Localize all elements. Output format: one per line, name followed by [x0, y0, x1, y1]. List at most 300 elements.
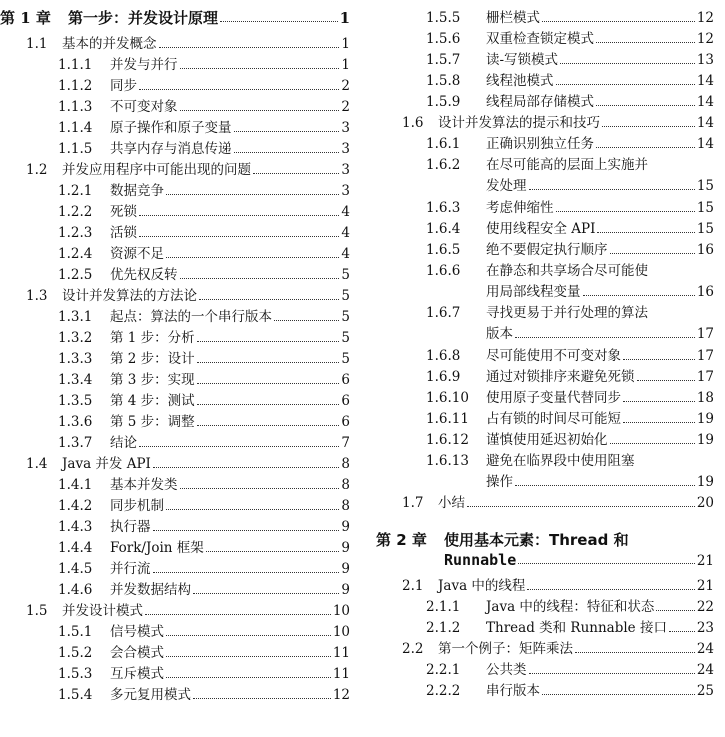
page-number: 19 [696, 410, 714, 427]
entry-title: Fork/Join 框架 [110, 540, 204, 556]
entry-number: 2.2.1 [426, 662, 461, 678]
subsection-entry[interactable] [0, 371, 350, 389]
leader-dots [518, 563, 695, 564]
entry-number: 1.4.4 [58, 540, 93, 556]
entry-title: 栅栏模式 [486, 10, 540, 26]
entry-number: 1.6.4 [426, 220, 461, 237]
entry-title: 优先权反转 [110, 267, 178, 283]
leader-dots [583, 295, 695, 296]
subsection-entry[interactable] [0, 476, 350, 494]
entry-number: 1.2.3 [58, 225, 93, 241]
page-number: 15 [696, 199, 714, 216]
entry-title: Java 中的线程：特征和状态 [486, 599, 655, 615]
entry-title: 在尽可能高的层面上实施并 [486, 157, 648, 173]
page-number: 11 [332, 666, 350, 682]
page-number: 24 [696, 641, 714, 657]
entry-title: 线程池模式 [486, 73, 554, 89]
leader-dots [596, 42, 695, 43]
subsection-entry[interactable] [376, 389, 714, 407]
subsection-entry[interactable] [0, 434, 350, 452]
leader-dots [596, 147, 695, 148]
leader-dots [602, 126, 695, 127]
entry-title: 并发与并行 [110, 57, 178, 73]
entry-title: 第 3 步：实现 [110, 372, 195, 388]
entry-title: 正确识别独立任务 [486, 136, 594, 152]
leader-dots [556, 211, 695, 212]
section-entry[interactable] [0, 602, 350, 620]
leader-dots [139, 215, 339, 216]
subsection-entry[interactable] [376, 410, 714, 428]
chapter-entry[interactable] [0, 9, 350, 27]
entry-title: 基本并发类 [110, 477, 178, 493]
entry-title: 绝不要假定执行顺序 [486, 241, 608, 258]
subsection-entry[interactable] [376, 220, 714, 238]
entry-title: 小结 [438, 495, 465, 511]
entry-title: 第 1 步：分析 [110, 330, 195, 346]
entry-title: Java 中的线程 [438, 578, 526, 594]
page-number: 1 [341, 57, 350, 73]
leader-dots [153, 530, 340, 531]
leader-dots [234, 152, 340, 153]
page-number: 14 [696, 115, 714, 131]
entry-number: 1.6.8 [426, 347, 461, 364]
leader-dots [560, 63, 695, 64]
entry-number: 1.6.2 [426, 157, 461, 173]
entry-title: 并发应用程序中可能出现的问题 [62, 162, 251, 178]
entry-title: 尽可能使用不可变对象 [486, 347, 621, 364]
subsection-entry[interactable] [376, 452, 714, 470]
entry-title-continued: 操作 [486, 473, 513, 490]
page-number: 5 [341, 267, 350, 283]
entry-number: 1.6.7 [426, 305, 461, 321]
entry-number: 1.1.5 [58, 141, 93, 157]
entry-title: 考虑伸缩性 [486, 199, 554, 216]
entry-number: 1.6.12 [426, 431, 469, 448]
subsection-entry[interactable] [376, 262, 714, 280]
entry-title: 线程局部存储模式 [486, 94, 594, 110]
leader-dots [556, 84, 695, 85]
entry-title: 会合模式 [110, 645, 164, 661]
page-number: 19 [696, 473, 714, 490]
leader-dots [597, 232, 694, 233]
page-number: 14 [696, 136, 714, 152]
page-number: 9 [341, 561, 350, 577]
page-number: 21 [696, 578, 714, 594]
entry-title: 同步机制 [110, 498, 164, 514]
page-number: 3 [341, 183, 350, 199]
entry-title: 第一个例子：矩阵乘法 [438, 641, 573, 657]
entry-title: 并发数据结构 [110, 582, 191, 598]
entry-title: 基本的并发概念 [62, 36, 157, 52]
chapter-title-line2 [444, 551, 714, 569]
page-number: 16 [696, 241, 714, 258]
subsection-entry[interactable] [0, 497, 350, 515]
entry-number: 1.4.5 [58, 561, 93, 577]
page-number: 3 [341, 120, 350, 136]
page-number: 6 [341, 372, 350, 388]
page-number: 7 [341, 435, 350, 451]
leader-dots [166, 257, 339, 258]
entry-number: 第 1 章 [0, 9, 51, 27]
subsection-entry-continued[interactable] [376, 325, 714, 343]
entry-title: 占有锁的时间尽可能短 [486, 410, 621, 427]
leader-dots [637, 380, 695, 381]
entry-number: 第 2 章 [376, 531, 427, 549]
entry-number: 1.5.2 [58, 645, 93, 661]
subsection-entry[interactable] [0, 56, 350, 74]
entry-title: 同步 [110, 78, 137, 94]
entry-number: 2.2.2 [426, 683, 461, 699]
entry-title: 第一步：并发设计原理 [68, 9, 219, 27]
page-number: 4 [341, 225, 350, 241]
entry-number: 1.5.3 [58, 666, 93, 682]
leader-dots [623, 359, 695, 360]
entry-title: 结论 [110, 435, 137, 451]
subsection-entry[interactable] [376, 9, 714, 27]
section-entry[interactable] [0, 287, 350, 305]
entry-title: 不可变对象 [110, 99, 178, 115]
page-number: 9 [341, 582, 350, 598]
section-entry[interactable] [376, 114, 714, 132]
leader-dots [197, 362, 340, 363]
entry-title: 互斥模式 [110, 666, 164, 682]
page-number: 9 [341, 519, 350, 535]
page-number: 5 [341, 351, 350, 367]
leader-dots [166, 635, 331, 636]
subsection-entry[interactable] [376, 72, 714, 90]
page-number: 8 [341, 498, 350, 514]
page-number: 4 [341, 246, 350, 262]
page-number: 14 [696, 94, 714, 110]
entry-title: 使用基本元素：Thread 和 [444, 531, 629, 549]
subsection-entry[interactable] [0, 182, 350, 200]
subsection-entry[interactable] [0, 686, 350, 704]
page-number: 8 [341, 456, 350, 472]
page-number: 5 [341, 330, 350, 346]
page-number: 17 [696, 368, 714, 385]
subsection-entry[interactable] [376, 661, 714, 679]
entry-number: 2.1 [402, 578, 424, 594]
entry-number: 1.1.4 [58, 120, 93, 136]
subsection-entry[interactable] [0, 350, 350, 368]
subsection-entry-continued[interactable] [376, 473, 714, 491]
entry-title: 公共类 [486, 662, 527, 678]
entry-number: 1.6.5 [426, 241, 461, 258]
page-number: 24 [696, 662, 714, 678]
entry-title: 死锁 [110, 204, 137, 220]
page-number: 3 [341, 141, 350, 157]
leader-dots [193, 698, 331, 699]
subsection-entry[interactable] [0, 644, 350, 662]
section-entry[interactable] [0, 35, 350, 53]
entry-number: 2.2 [402, 641, 424, 657]
leader-dots [527, 589, 694, 590]
entry-title: 使用原子变量代替同步 [486, 389, 621, 406]
entry-title-continued: 用局部线程变量 [486, 283, 581, 300]
entry-number: 1.3.7 [58, 435, 93, 451]
leader-dots [515, 337, 695, 338]
subsection-entry[interactable] [376, 51, 714, 69]
chapter-title-line1 [376, 529, 629, 550]
entry-number: 1.2.2 [58, 204, 93, 220]
entry-title: 寻找更易于并行处理的算法 [486, 305, 648, 321]
entry-number: 1.6.10 [426, 389, 469, 406]
subsection-entry[interactable] [0, 224, 350, 242]
leader-dots [166, 656, 331, 657]
page-number: 2 [341, 99, 350, 115]
subsection-entry[interactable] [0, 539, 350, 557]
entry-number: 1.6.3 [426, 199, 461, 216]
page-number: 4 [341, 204, 350, 220]
entry-title: 避免在临界段中使用阻塞 [486, 452, 635, 469]
subsection-entry[interactable] [0, 392, 350, 410]
leader-dots [153, 467, 340, 468]
leader-dots [529, 673, 695, 674]
entry-title: 共享内存与消息传递 [110, 141, 232, 157]
entry-title: Thread 类和 Runnable 接口 [486, 620, 667, 636]
leader-dots [575, 652, 695, 653]
entry-number: 1.5.8 [426, 73, 461, 89]
entry-title: 第 4 步：测试 [110, 393, 195, 409]
leader-dots [145, 614, 331, 615]
entry-number: 1.6 [402, 115, 424, 131]
entry-title: 多元复用模式 [110, 687, 191, 703]
entry-title: 串行版本 [486, 683, 540, 699]
subsection-entry[interactable] [376, 156, 714, 174]
leader-dots [197, 425, 340, 426]
entry-number: 1.2 [26, 162, 48, 178]
leader-dots [199, 299, 339, 300]
entry-number: 1.6.9 [426, 368, 461, 385]
leader-dots [166, 509, 339, 510]
entry-number: 1.1.3 [58, 99, 93, 115]
entry-number: 1.3.3 [58, 351, 93, 367]
subsection-entry[interactable] [0, 518, 350, 536]
leader-dots [139, 89, 339, 90]
entry-number: 1.6.1 [426, 136, 461, 152]
entry-title-continued: 发处理 [486, 178, 527, 194]
entry-number: 2.1.2 [426, 620, 461, 636]
page-number: 12 [332, 687, 350, 703]
leader-dots [220, 21, 338, 22]
leader-dots [623, 422, 695, 423]
subsection-entry-continued[interactable] [376, 177, 714, 195]
leader-dots [515, 485, 695, 486]
entry-number: 1.4 [26, 456, 48, 472]
subsection-entry[interactable] [0, 140, 350, 158]
entry-number: 1.3.1 [58, 309, 93, 325]
entry-number: 1.1.1 [58, 57, 93, 73]
entry-title: 信号模式 [110, 624, 164, 640]
page-number: 20 [696, 495, 714, 511]
page-number: 19 [696, 431, 714, 448]
subsection-entry[interactable] [376, 199, 714, 217]
page-number: 17 [696, 326, 714, 342]
leader-dots [234, 131, 340, 132]
page-number: 10 [332, 624, 350, 640]
entry-title: 数据竞争 [110, 183, 164, 199]
section-entry[interactable] [376, 494, 714, 512]
entry-title: 使用线程安全 API [486, 220, 596, 237]
leader-dots [180, 110, 340, 111]
entry-number: 1.6.6 [426, 262, 461, 279]
leader-dots [669, 631, 695, 632]
page-number: 12 [696, 31, 714, 47]
leader-dots [596, 105, 695, 106]
entry-number: 1.3.5 [58, 393, 93, 409]
entry-title: 双重检查锁定模式 [486, 31, 594, 47]
leader-dots [542, 21, 695, 22]
page-number: 25 [696, 683, 714, 699]
page-number: 3 [341, 162, 350, 178]
subsection-entry[interactable] [376, 431, 714, 449]
entry-number: 1.5.6 [426, 31, 461, 47]
entry-number: 1.4.3 [58, 519, 93, 535]
page-number: 12 [696, 10, 714, 26]
page-number: 6 [341, 414, 350, 430]
page-number: 8 [341, 477, 350, 493]
entry-title: 活锁 [110, 225, 137, 241]
subsection-entry[interactable] [0, 560, 350, 578]
subsection-entry[interactable] [376, 682, 714, 700]
entry-number: 1.5.9 [426, 94, 461, 110]
entry-number: 1.1 [26, 36, 48, 52]
page-number: 21 [696, 553, 714, 569]
page-number: 13 [696, 52, 714, 68]
entry-number: 1.5.1 [58, 624, 93, 640]
leader-dots [153, 572, 340, 573]
page-number: 11 [332, 645, 350, 661]
entry-number: 1.4.2 [58, 498, 93, 514]
entry-number: 1.6.13 [426, 452, 469, 469]
entry-number: 1.7 [402, 495, 424, 511]
leader-dots [529, 189, 695, 190]
subsection-entry[interactable] [376, 347, 714, 365]
entry-title: 起点：算法的一个串行版本 [110, 309, 272, 325]
entry-number: 1.5.7 [426, 52, 461, 68]
entry-number: 1.3.4 [58, 372, 93, 388]
subsection-entry[interactable] [376, 619, 714, 637]
section-entry[interactable] [376, 640, 714, 658]
subsection-entry[interactable] [0, 266, 350, 284]
leader-dots [467, 506, 695, 507]
leader-dots [610, 443, 695, 444]
entry-title: Java 并发 API [62, 456, 151, 472]
entry-title: 并发设计模式 [62, 603, 143, 619]
leader-dots [623, 401, 695, 402]
entry-number: 1.2.1 [58, 183, 93, 199]
entry-title: 设计并发算法的方法论 [62, 288, 197, 304]
leader-dots [197, 383, 340, 384]
leader-dots [197, 404, 340, 405]
entry-number: 1.3 [26, 288, 48, 304]
subsection-entry[interactable] [376, 598, 714, 616]
entry-title: 通过对锁排序来避免死锁 [486, 368, 635, 385]
entry-title: 并行流 [110, 561, 151, 577]
leader-dots [159, 47, 340, 48]
subsection-entry[interactable] [376, 93, 714, 111]
entry-number: 1.1.2 [58, 78, 93, 94]
leader-dots [656, 610, 694, 611]
entry-title: 设计并发算法的提示和技巧 [438, 115, 600, 131]
subsection-entry[interactable] [0, 119, 350, 137]
leader-dots [542, 694, 695, 695]
entry-number: 1.2.5 [58, 267, 93, 283]
subsection-entry[interactable] [0, 245, 350, 263]
subsection-entry-continued[interactable] [376, 283, 714, 301]
entry-number: 1.4.6 [58, 582, 93, 598]
leader-dots [139, 236, 339, 237]
entry-title: 第 5 步：调整 [110, 414, 195, 430]
entry-number: 2.1.1 [426, 599, 461, 615]
page-number: 5 [341, 309, 350, 325]
entry-number: 1.5.5 [426, 10, 461, 26]
page-number: 16 [696, 283, 714, 300]
leader-dots [197, 341, 340, 342]
leader-dots [166, 194, 339, 195]
entry-number: 1.6.11 [426, 410, 469, 427]
entry-number: 1.5 [26, 603, 48, 619]
entry-number: 1.3.2 [58, 330, 93, 346]
entry-title: 原子操作和原子变量 [110, 120, 232, 136]
subsection-entry[interactable] [376, 241, 714, 259]
entry-title-continued: 版本 [486, 326, 513, 342]
subsection-entry[interactable] [0, 77, 350, 95]
section-entry[interactable] [0, 455, 350, 473]
entry-number: 1.2.4 [58, 246, 93, 262]
subsection-entry[interactable] [0, 581, 350, 599]
section-entry[interactable] [0, 161, 350, 179]
entry-title: 在静态和共享场合尽可能使 [486, 262, 648, 279]
leader-dots [253, 173, 339, 174]
entry-title: 谨慎使用延迟初始化 [486, 431, 608, 448]
entry-number: 1.5.4 [58, 687, 93, 703]
subsection-entry[interactable] [0, 665, 350, 683]
page-number: 10 [332, 603, 350, 619]
page-number: 15 [696, 178, 714, 194]
leader-dots [180, 488, 340, 489]
entry-title: 执行器 [110, 519, 151, 535]
section-entry[interactable] [376, 577, 714, 595]
leader-dots [166, 677, 331, 678]
page-number: 6 [341, 393, 350, 409]
entry-number: 1.3.6 [58, 414, 93, 430]
page-number: 23 [696, 620, 714, 636]
leader-dots [139, 446, 339, 447]
leader-dots [180, 68, 340, 69]
leader-dots [193, 593, 339, 594]
entry-title: 资源不足 [110, 246, 164, 262]
subsection-entry[interactable] [0, 329, 350, 347]
page-number: 14 [696, 73, 714, 89]
subsection-entry[interactable] [376, 368, 714, 386]
subsection-entry[interactable] [0, 98, 350, 116]
subsection-entry[interactable] [376, 304, 714, 322]
entry-title: 读-写锁模式 [486, 52, 559, 68]
leader-dots [206, 551, 340, 552]
page-number: 22 [696, 599, 714, 615]
entry-title: 第 2 步：设计 [110, 351, 195, 367]
entry-number: 1.4.1 [58, 477, 93, 493]
subsection-entry[interactable] [376, 135, 714, 153]
subsection-entry[interactable] [0, 623, 350, 641]
subsection-entry[interactable] [0, 413, 350, 431]
page-number: 9 [341, 540, 350, 556]
subsection-entry[interactable] [0, 203, 350, 221]
subsection-entry[interactable] [0, 308, 350, 326]
subsection-entry[interactable] [376, 30, 714, 48]
page-number: 18 [696, 389, 714, 406]
